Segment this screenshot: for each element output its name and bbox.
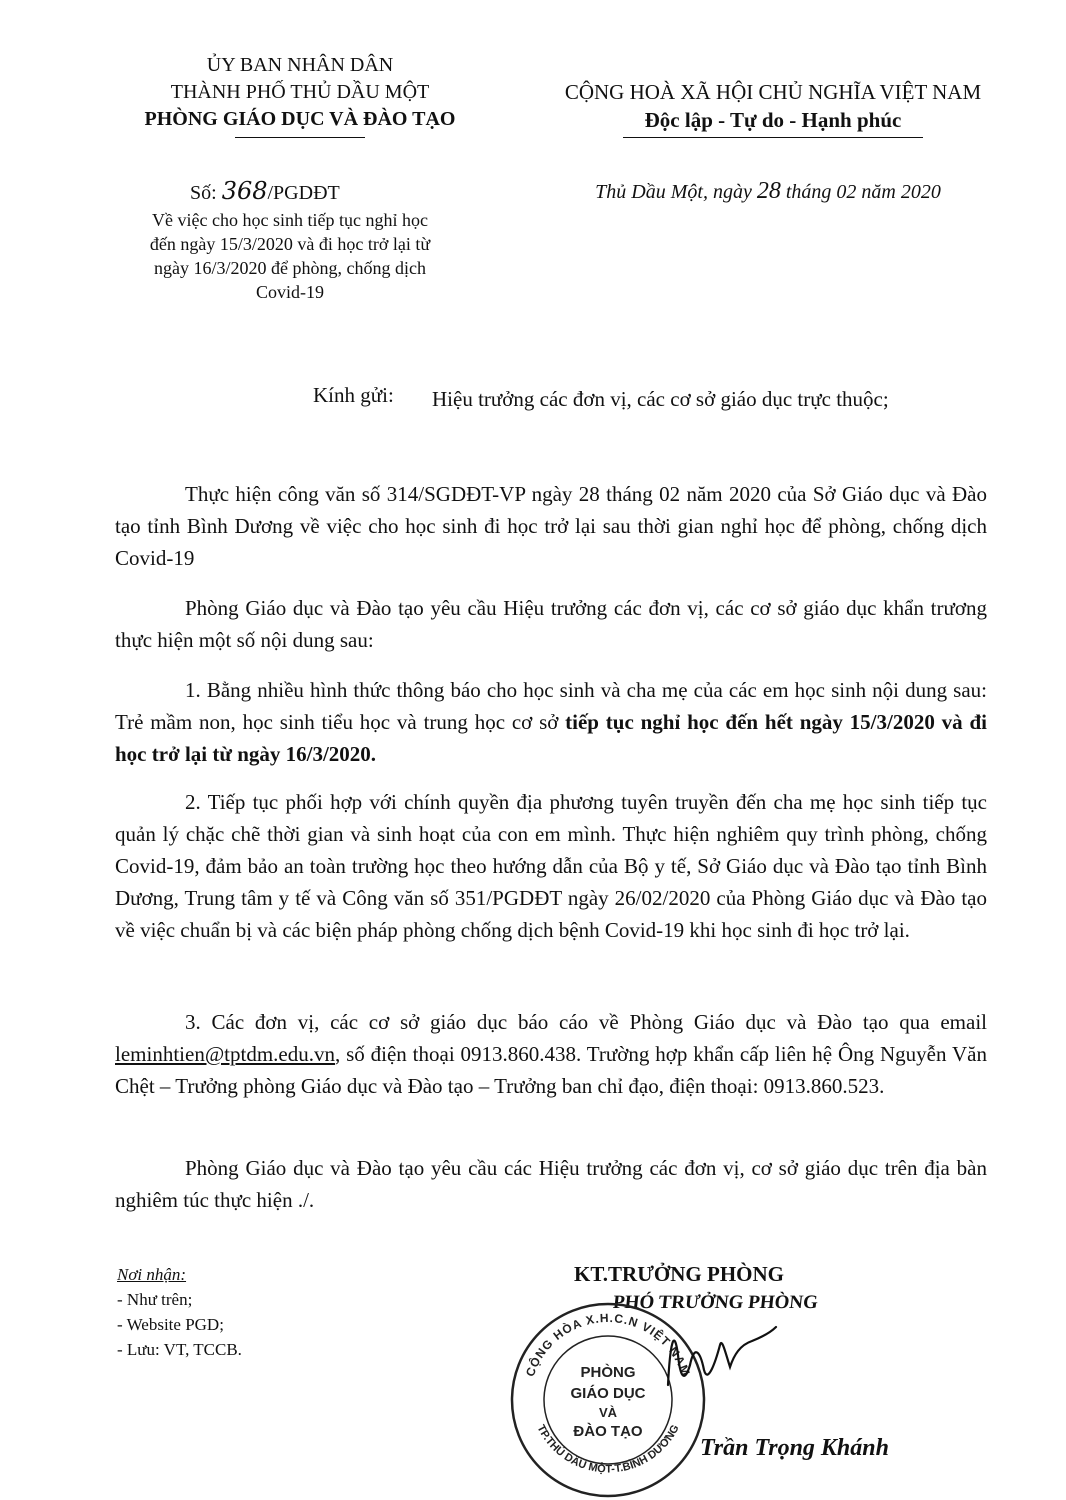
agency-underline [235, 137, 365, 138]
seal-ring-top-text: CỘNG HÒA X.H.C.N VIỆT NAM [522, 1310, 694, 1379]
republic-title: CỘNG HOÀ XÃ HỘI CHỦ NGHĨA VIỆT NAM [564, 80, 982, 104]
item-3-text-b: , số điện thoại 0913.860.438. Trường hợp khẩn cấp liên hệ Ông Nguyễn Văn Chệt – Trưởng phòng Giáo dục và Đào tạo – Trưởng ban chỉ đạo, điện thoại: 0913.860.523. [115, 1042, 987, 1098]
contact-email-link[interactable]: leminhtien@tptdm.edu.vn [115, 1042, 335, 1066]
seal-ring-bottom-text: TP.THỦ DẦU MỘT-T.BÌNH DƯƠNG [534, 1422, 682, 1476]
place-date-prefix: Thủ Dầu Một, ngày [595, 181, 752, 203]
recipient-text: Hiệu trưởng các đơn vị, các cơ sở giáo dục trực thuộc; [432, 387, 889, 411]
seal-center-line: ĐÀO TẠO [573, 1423, 643, 1440]
place-and-date [548, 178, 988, 205]
recipient-item: - Website PGD; [117, 1315, 224, 1334]
signer-name: Trần Trọng Khánh [700, 1435, 889, 1461]
body-item-2: 2. Tiếp tục phối hợp với chính quyền địa phương tuyên truyền đến cha mẹ học sinh tiếp tục quản lý chặc chẽ thời gian và sinh hoạt của con em mình. Thực hiện nghiêm quy trình phòng, chống Covid-19, đảm bảo an toàn trường học theo hướng dẫn của Bộ y tế, Sở Giáo dục và Đào tạo tỉnh Bình Dương, Trung tâm y tế và Công văn số 351/PGDĐT ngày 26/02/2020 của Phòng Giáo dục và Đào tạo về việc chuẩn bị và các biện pháp phòng chống dịch bệnh Covid-19 khi học sinh đi học trở lại. [115, 790, 987, 942]
item-3-text-a: 3. Các đơn vị, các cơ sở giáo dục báo cáo về Phòng Giáo dục và Đào tạo qua email [185, 1010, 987, 1034]
document-number [190, 177, 340, 205]
recipients-list [117, 1262, 242, 1362]
seal-center-line: VÀ [598, 1405, 618, 1420]
subject-line: Về việc cho học sinh tiếp tục nghỉ học [152, 210, 428, 230]
document-subject [95, 208, 485, 304]
recipients-heading: Nơi nhận: [117, 1265, 187, 1284]
signature-title: KT.TRƯỞNG PHÒNG [574, 1262, 784, 1286]
number-handwritten: 368 [221, 177, 268, 205]
number-prefix: Số: [190, 182, 217, 204]
item-1-text: 1. Bằng nhiều hình thức thông báo cho học sinh và cha mẹ của các em học sinh nội dung sau: Trẻ mầm non, học sinh tiểu học và trung học cơ sở [115, 678, 987, 734]
body-closing-paragraph: Phòng Giáo dục và Đào tạo yêu cầu các Hiệu trưởng các đơn vị, cơ sở giáo dục trên địa bàn nghiêm túc thực hiện ./. [115, 1156, 987, 1212]
national-header-block [548, 78, 998, 138]
place-date-suffix: tháng 02 năm 2020 [785, 181, 941, 203]
body-paragraph-1: Thực hiện công văn số 314/SGDĐT-VP ngày 28 tháng 02 năm 2020 của Sở Giáo dục và Đào tạo tỉnh Bình Dương về việc cho học sinh đi học trở lại sau thời gian nghỉ học để phòng, chống dịch Covid-19 [115, 482, 987, 570]
seal-center-line: PHÒNG [580, 1364, 636, 1381]
agency-line-2: THÀNH PHỐ THỦ DẦU MỘT [170, 81, 430, 103]
agency-line-1: ỦY BAN NHÂN DÂN [206, 54, 394, 76]
body-paragraph-2: Phòng Giáo dục và Đào tạo yêu cầu Hiệu trưởng các đơn vị, các cơ sở giáo dục khẩn trương thực hiện một số nội dung sau: [115, 596, 987, 652]
agency-line-3: PHÒNG GIÁO DỤC VÀ ĐÀO TẠO [144, 108, 456, 130]
day-handwritten: 28 [756, 178, 781, 204]
subject-line: đến ngày 15/3/2020 và đi học trở lại từ [149, 234, 431, 254]
recipient-label: Kính gửi: [313, 383, 394, 407]
national-motto: Độc lập - Tự do - Hạnh phúc [644, 108, 902, 132]
number-suffix: /PGDĐT [267, 182, 340, 204]
subject-line: Covid-19 [255, 282, 324, 302]
seal-center-line: GIÁO DỤC [570, 1385, 646, 1402]
recipient-item: - Lưu: VT, TCCB. [117, 1340, 242, 1359]
body-item-1 [115, 674, 987, 770]
motto-underline [623, 137, 923, 138]
recipient-item: - Như trên; [117, 1290, 193, 1309]
item-1-bold-text: tiếp tục nghỉ học đến hết ngày 15/3/2020 và đi học trở lại từ ngày 16/3/2020. [115, 710, 987, 766]
issuing-agency-block [100, 52, 500, 138]
handwritten-signature-icon [660, 1315, 780, 1395]
signature-subtitle: PHÓ TRƯỞNG PHÒNG [611, 1292, 819, 1313]
body-item-3 [115, 1006, 987, 1102]
subject-line: ngày 16/3/2020 để phòng, chống dịch [154, 258, 426, 278]
